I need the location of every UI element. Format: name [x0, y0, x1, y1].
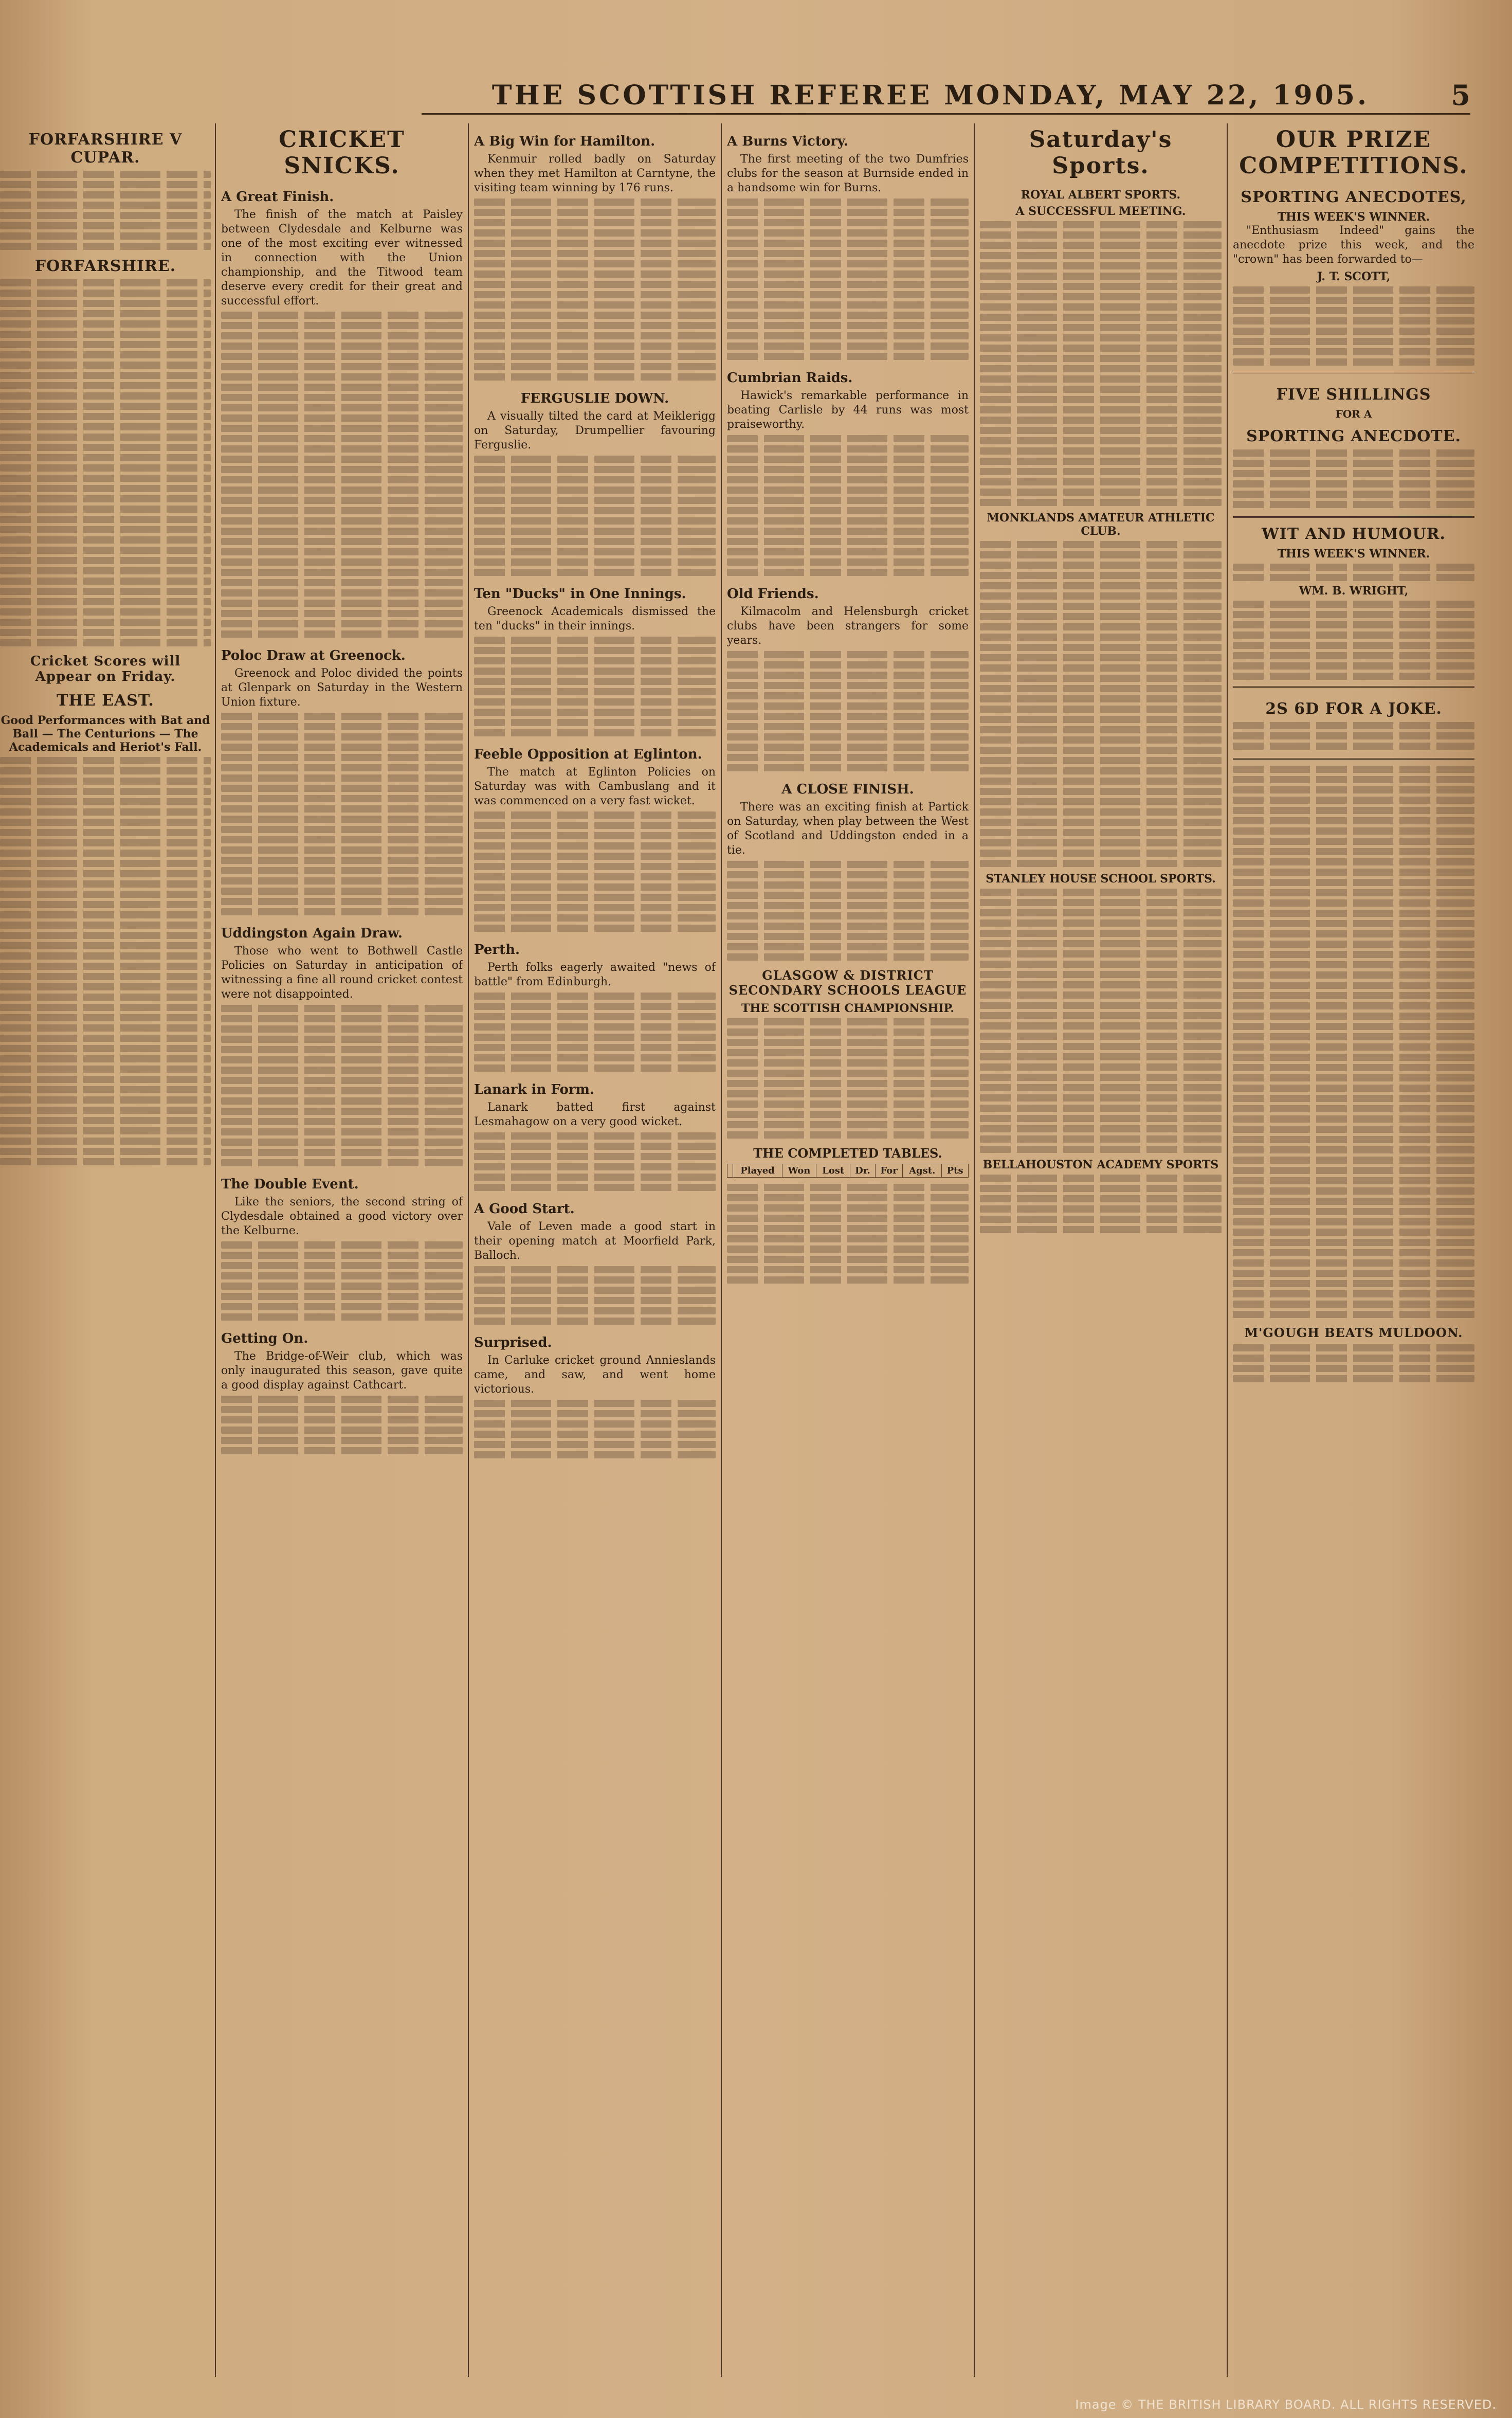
- sports-subheading: ROYAL ALBERT SPORTS.: [1021, 188, 1181, 202]
- article-text: Vale of Leven made a good start in their opening match at Moorfield Park, Balloch.: [474, 1220, 716, 1262]
- table-header: Agst.: [903, 1164, 942, 1178]
- article-title: Poloc Draw at Greenock.: [221, 648, 406, 663]
- league-heading: GLASGOW & DISTRICT SECONDARY SCHOOLS LEAGUE: [728, 968, 967, 998]
- east-heading: THE EAST.: [57, 692, 154, 710]
- article-text: Perth folks eagerly awaited "news of battle" from Edinburgh.: [474, 961, 716, 988]
- article-text: The first meeting of the two Dumfries clubs for the season at Burnside ended in a handsome win for Burns.: [727, 153, 969, 194]
- article: [474, 1335, 716, 1458]
- article-title: Perth.: [474, 942, 520, 958]
- anecdote-text: "Enthusiasm Indeed" gains the anecdote prize this week, and the "crown" has been forwarded to—: [1233, 224, 1474, 266]
- article-title: A CLOSE FINISH.: [781, 782, 914, 797]
- article: [221, 1177, 463, 1321]
- masthead: [422, 77, 1470, 115]
- column-rule: [721, 123, 722, 2377]
- sporting-anecdote-title: SPORTING ANECDOTE.: [1246, 427, 1461, 445]
- article: [474, 1082, 716, 1191]
- article-text: Greenock and Poloc divided the points at Glenpark on Saturday in the Western Union fixture.: [221, 667, 463, 709]
- forfarshire-subheading: FORFARSHIRE.: [34, 257, 176, 275]
- article-text: Kenmuir rolled badly on Saturday when they met Hamilton at Carntyne, the visiting team winning by 176 runs.: [474, 153, 716, 194]
- column-saturday-sports: [980, 123, 1222, 2377]
- article-title: Surprised.: [474, 1335, 552, 1350]
- article: [474, 1201, 716, 1325]
- column-burns-and-league: [727, 123, 969, 2377]
- article-title: Ten "Ducks" in One Innings.: [474, 586, 686, 602]
- wit-winner: WM. B. WRIGHT,: [1299, 584, 1409, 598]
- wit-winner-heading: THIS WEEK'S WINNER.: [1277, 547, 1430, 561]
- page-number: 5: [1451, 79, 1470, 112]
- article-text: Greenock Academicals dismissed the ten "ducks" in their innings.: [474, 605, 716, 633]
- sporting-anecdotes-heading: SPORTING ANECDOTES,: [1241, 188, 1467, 206]
- article: [727, 782, 969, 961]
- column-cricket-snicks: [221, 123, 463, 2377]
- joke-box: [1233, 686, 1474, 760]
- column-rule: [468, 123, 469, 2377]
- league-subheading: THE SCOTTISH CHAMPIONSHIP.: [741, 1002, 955, 1015]
- article-text: Kilmacolm and Helensburgh cricket clubs have been strangers for some years.: [727, 605, 969, 647]
- saturday-sports-heading: Saturday's Sports.: [1029, 127, 1173, 179]
- sports-subheading: MONKLANDS AMATEUR ATHLETIC CLUB.: [987, 511, 1215, 538]
- sports-subheading: A SUCCESSFUL MEETING.: [1015, 205, 1186, 218]
- article: [221, 1331, 463, 1454]
- article-text: Hawick's remarkable performance in beating Carlisle by 44 runs was most praiseworthy.: [727, 389, 969, 431]
- article: [474, 586, 716, 736]
- article-text: The finish of the match at Paisley between Clydesdale and Kelburne was one of the most exciting ever witnessed in connection with the Union championship, and the Titwood team deserve every credit for their great and successful effort.: [221, 208, 463, 308]
- table-header: Won: [782, 1164, 816, 1178]
- sports-subheading: STANLEY HOUSE SCHOOL SPORTS.: [986, 872, 1216, 886]
- article: [727, 586, 969, 771]
- article-title: Feeble Opposition at Eglinton.: [474, 747, 702, 762]
- article-text: In Carluke cricket ground Annieslands came, and saw, and went home victorious.: [474, 1354, 716, 1396]
- article-text: The match at Eglinton Policies on Saturday was with Cambuslang and it was commenced on a very fast wicket.: [474, 766, 716, 807]
- wit-humour-heading: WIT AND HUMOUR.: [1261, 525, 1446, 543]
- column-prize-competitions: [1233, 123, 1474, 2377]
- table-header: Lost: [816, 1164, 850, 1178]
- mcgough-heading: M'GOUGH BEATS MULDOON.: [1244, 1325, 1463, 1340]
- article: [474, 942, 716, 1072]
- column-rule: [974, 123, 975, 2377]
- joke-heading: 2S 6D FOR A JOKE.: [1265, 700, 1442, 718]
- article: [474, 747, 716, 932]
- column-left-strip: [0, 123, 211, 2377]
- article: [474, 134, 716, 381]
- five-shillings-for: FOR A: [1335, 408, 1372, 420]
- table-header: Pts: [942, 1164, 969, 1178]
- prize-competitions-heading: OUR PRIZE COMPETITIONS.: [1239, 127, 1468, 179]
- anecdote-winner: J. T. SCOTT,: [1317, 270, 1391, 283]
- table-header: Played: [733, 1164, 782, 1178]
- table-header-row: [727, 1164, 969, 1178]
- masthead-title: THE SCOTTISH REFEREE MONDAY, MAY 22, 1905.: [491, 79, 1370, 111]
- cricket-snicks-heading: CRICKET SNICKS.: [279, 127, 405, 179]
- article-title: Lanark in Form.: [474, 1082, 595, 1097]
- article-title: Getting On.: [221, 1331, 308, 1346]
- article-text: The Bridge-of-Weir club, which was only inaugurated this season, gave quite a good display against Cathcart.: [221, 1350, 463, 1392]
- article-title: A Big Win for Hamilton.: [474, 134, 655, 149]
- article-text: A visually tilted the card at Meiklerigg on Saturday, Drumpellier favouring Ferguslie.: [474, 410, 716, 452]
- cricket-scores-notice: Cricket Scores will Appear on Friday.: [30, 654, 181, 684]
- article-title: Cumbrian Raids.: [727, 370, 853, 386]
- article: [727, 370, 969, 576]
- column-match-reports: [474, 123, 716, 2377]
- east-subheading: Good Performances with Bat and Ball — The Centurions — The Academicals and Heriot's Fall.: [1, 714, 210, 754]
- article: [221, 648, 463, 915]
- column-rule: [1227, 123, 1228, 2377]
- sports-subheading: BELLAHOUSTON ACADEMY SPORTS: [982, 1158, 1219, 1171]
- article-title: A Burns Victory.: [727, 134, 849, 149]
- article: [727, 134, 969, 360]
- completed-tables-heading: THE COMPLETED TABLES.: [753, 1146, 942, 1161]
- five-shillings-heading: FIVE SHILLINGS: [1276, 386, 1431, 404]
- article: [221, 189, 463, 638]
- article-title: Old Friends.: [727, 586, 819, 602]
- winner-heading: THIS WEEK'S WINNER.: [1277, 210, 1430, 224]
- league-table: [727, 1164, 969, 1178]
- article-text: Those who went to Bothwell Castle Policies on Saturday in anticipation of witnessing a fine all round cricket contest were not disappointed.: [221, 945, 463, 1001]
- table-header: Dr.: [850, 1164, 876, 1178]
- article: [221, 926, 463, 1166]
- five-shillings-box: [1233, 372, 1474, 518]
- column-rule: [215, 123, 216, 2377]
- article-title: A Great Finish.: [221, 189, 334, 205]
- article-title: A Good Start.: [474, 1201, 575, 1217]
- table-header: For: [875, 1164, 902, 1178]
- article-text: Lanark batted first against Lesmahagow on a very good wicket.: [474, 1101, 716, 1128]
- article-title: FERGUSLIE DOWN.: [520, 391, 669, 406]
- article: [474, 391, 716, 576]
- article-text: There was an exciting finish at Partick on Saturday, when play between the West of Scotland and Uddingston ended in a tie.: [727, 801, 969, 857]
- article-text: Like the seniors, the second string of Clydesdale obtained a good victory over the Kelburne.: [221, 1196, 463, 1237]
- copyright-footer: Image © THE BRITISH LIBRARY BOARD. ALL RIGHTS RESERVED.: [1075, 2397, 1497, 2412]
- article-title: The Double Event.: [221, 1177, 359, 1192]
- forfarshire-heading: FORFARSHIRE V CUPAR.: [28, 131, 183, 167]
- article-title: Uddingston Again Draw.: [221, 926, 403, 941]
